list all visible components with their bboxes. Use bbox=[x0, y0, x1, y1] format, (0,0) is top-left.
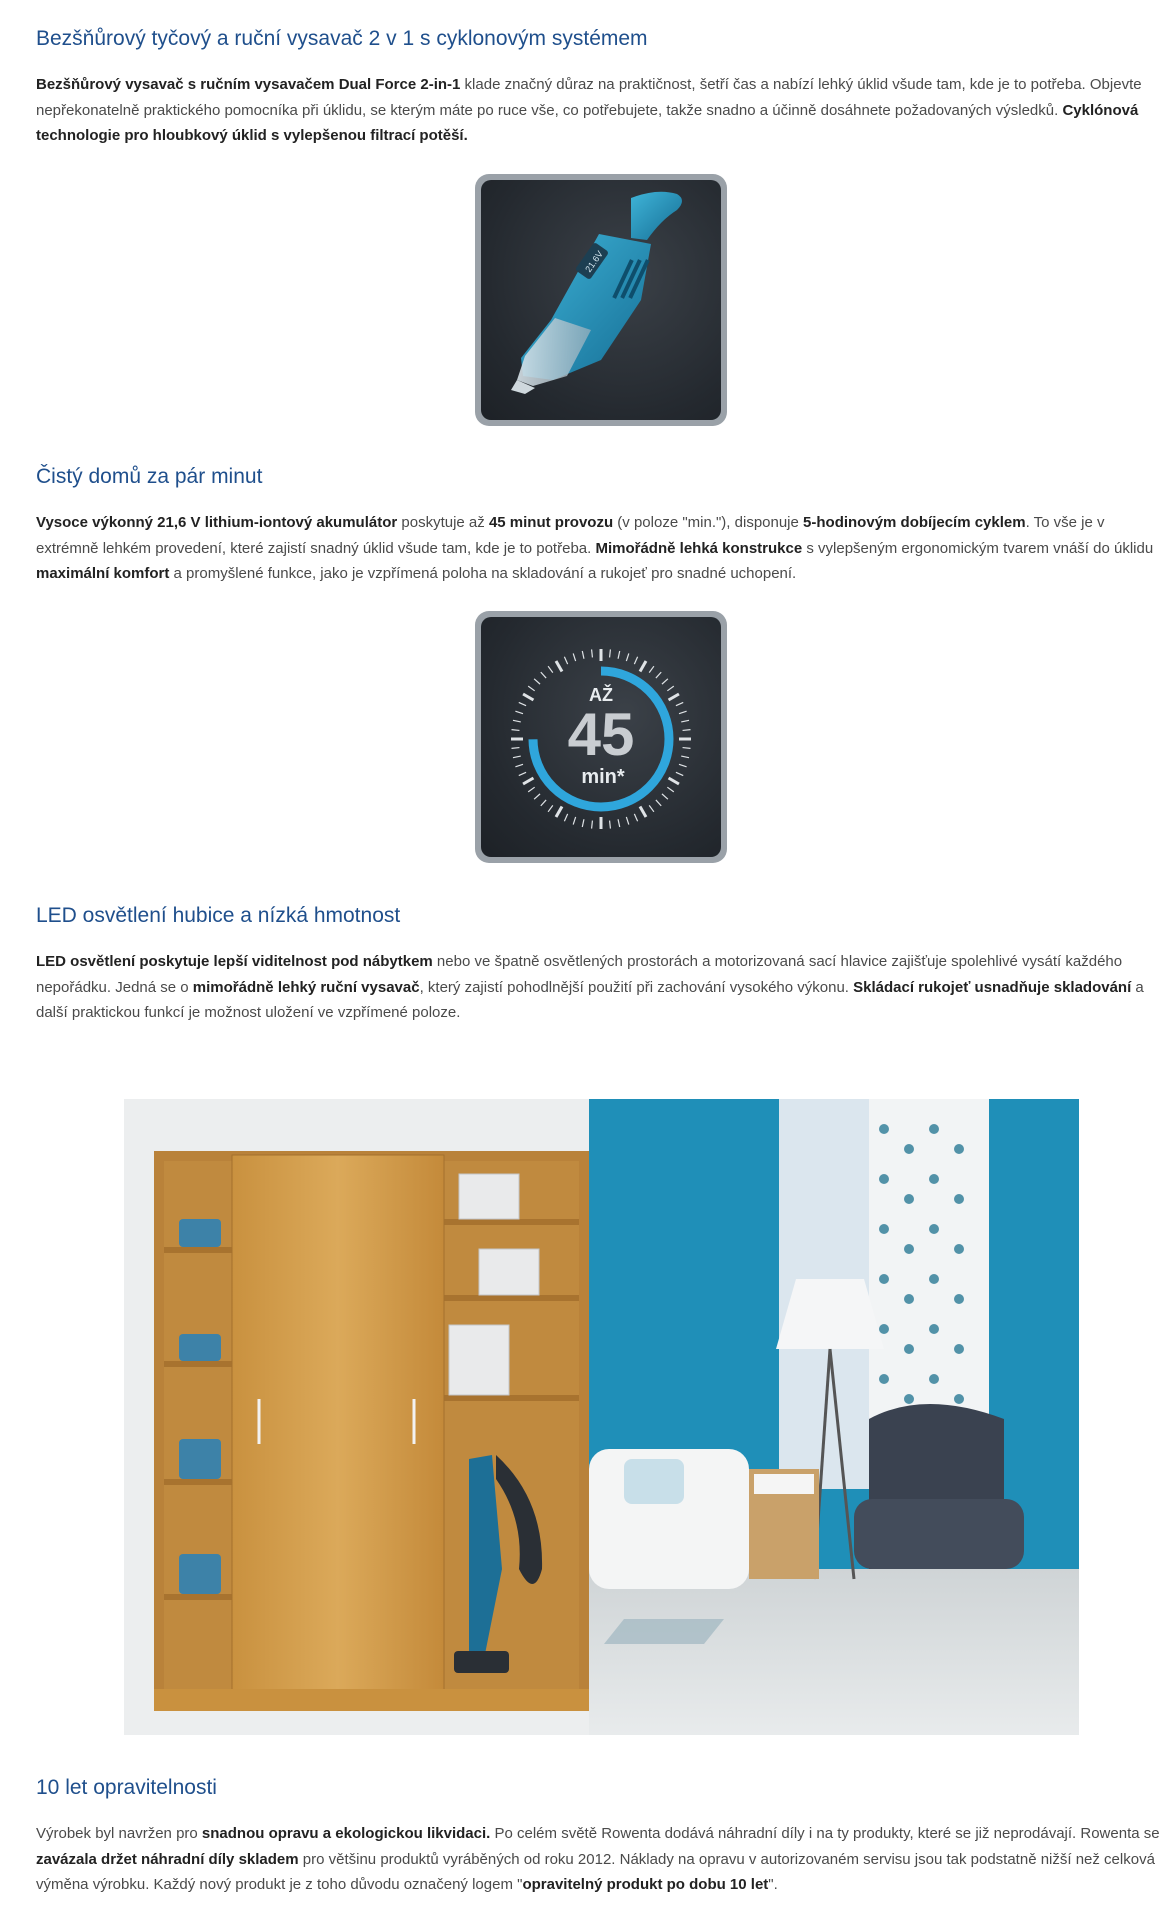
paragraph-emphasis: zavázala držet náhradní díly skladem bbox=[36, 1850, 299, 1868]
timer-tick bbox=[564, 814, 567, 821]
section-title: LED osvětlení hubice a nízká hmotnost bbox=[36, 904, 401, 927]
timer-tick bbox=[582, 819, 584, 827]
timer-tick bbox=[681, 720, 689, 722]
timer-tick bbox=[556, 807, 562, 817]
paragraph-emphasis: LED osvětlení poskytuje lepší viditelnost pod nábytkem bbox=[36, 953, 433, 970]
runtime-timer-image bbox=[475, 611, 727, 863]
paragraph-run: klade značný důraz na praktičnost, šetří čas a nabízí lehký úklid všude tam, kde je to potřeba. Objevte nepřekonatelně praktického pomocníka při úklidu, se kterým máte po ruce vše, co potřebujete, takže snadno a účinně dosáhnete požadovaných výsledků. bbox=[36, 76, 1142, 119]
paragraph-emphasis: Bezšňůrový vysavač s ručním vysavačem Dual Force 2-in-1 bbox=[36, 76, 461, 93]
timer-unit: min* bbox=[581, 766, 625, 788]
paragraph-run: (v poloze "min."), disponuje bbox=[613, 514, 804, 531]
timer-tick bbox=[679, 764, 687, 766]
paragraph-emphasis: maximální komfort bbox=[36, 565, 170, 582]
paragraph-run: . To vše je v extrémně lehkém provedení, které zajistí snadný úklid všude tam, kde je to potřeba. bbox=[36, 514, 1105, 557]
section-repairability bbox=[36, 1775, 1166, 1898]
timer-tick bbox=[523, 778, 533, 784]
timer-tick bbox=[610, 821, 611, 829]
timer-tick bbox=[515, 764, 523, 766]
timer-tick bbox=[656, 800, 661, 806]
timer-tick bbox=[528, 686, 534, 691]
timer-tick bbox=[592, 821, 593, 829]
section-paragraph bbox=[36, 949, 1166, 1026]
section-paragraph bbox=[36, 72, 1166, 149]
timer-tick bbox=[679, 711, 687, 713]
timer-tick bbox=[582, 651, 584, 659]
timer-tick bbox=[626, 653, 628, 661]
paragraph-run: ". bbox=[768, 1876, 778, 1893]
timer-tick bbox=[669, 694, 679, 700]
paragraph-emphasis: mimořádně lehký ruční vysavač bbox=[192, 978, 420, 996]
paragraph-emphasis: 5-hodinovým dobíjecím cyklem bbox=[803, 514, 1026, 531]
timer-tick bbox=[513, 720, 521, 722]
timer-tick bbox=[618, 651, 620, 659]
timer-illustration bbox=[481, 617, 721, 857]
handheld-vacuum-image bbox=[475, 174, 727, 426]
timer-tick bbox=[662, 679, 668, 684]
timer-tick bbox=[626, 817, 628, 825]
timer-tick bbox=[649, 666, 654, 672]
timer-tick bbox=[534, 679, 540, 684]
timer-tick bbox=[667, 787, 673, 792]
timer-tick bbox=[634, 814, 637, 821]
section-clean-home bbox=[36, 464, 1166, 587]
timer-tick bbox=[667, 686, 673, 691]
paragraph-emphasis: Skládací rukojeť usnadňuje skladování bbox=[853, 978, 1132, 996]
paragraph-emphasis: Cyklónová technologie pro hloubkový úklid s vylepšenou filtrací potěší. bbox=[36, 101, 1139, 144]
section-title: Čistý domů za pár minut bbox=[36, 465, 263, 488]
timer-tick bbox=[681, 756, 689, 758]
section-led bbox=[36, 903, 1166, 1026]
room-photo bbox=[124, 1099, 1079, 1735]
timer-tick bbox=[676, 772, 683, 775]
timer-value: 45 bbox=[567, 701, 635, 768]
paragraph-emphasis: 45 minut provozu bbox=[488, 514, 614, 531]
timer-tick bbox=[548, 805, 553, 811]
timer-tick bbox=[573, 817, 575, 825]
timer-tick bbox=[541, 800, 546, 806]
timer-tick bbox=[618, 819, 620, 827]
timer-tick bbox=[523, 694, 533, 700]
section-cyclonic bbox=[36, 26, 1166, 149]
section-title: Bezšňůrový tyčový a ruční vysavač 2 v 1 s cyklonovým systémem bbox=[36, 27, 648, 50]
paragraph-emphasis: Mimořádně lehká konstrukce bbox=[595, 539, 803, 557]
timer-tick bbox=[519, 772, 526, 775]
section-paragraph bbox=[36, 1821, 1166, 1898]
timer-tick bbox=[513, 756, 521, 758]
timer-tick bbox=[610, 649, 611, 657]
timer-tick bbox=[534, 794, 540, 799]
timer-tick bbox=[556, 661, 562, 671]
paragraph-run: a další praktickou funkcí je možnost uložení ve vzpřímené poloze. bbox=[36, 978, 1144, 1021]
paragraph-run: s vylepšeným ergonomickým tvarem vnáší do úklidu bbox=[802, 539, 1154, 557]
timer-tick bbox=[592, 649, 593, 657]
timer-tick bbox=[511, 748, 519, 749]
room-illustration bbox=[124, 1099, 1079, 1735]
paragraph-emphasis: Vysoce výkonný 21,6 V lithium-iontový akumulátor bbox=[36, 514, 398, 531]
section-paragraph bbox=[36, 510, 1166, 587]
paragraph-run: nebo ve špatně osvětlených prostorách a motorizovaná sací hlavice zajišťuje spolehlivé vysátí každého nepořádku. Jedná se o bbox=[36, 953, 1123, 996]
paragraph-run: Výrobek byl navržen pro bbox=[36, 1825, 202, 1842]
section-title: 10 let opravitelnosti bbox=[36, 1776, 217, 1799]
paragraph-run: poskytuje až bbox=[397, 514, 489, 531]
paragraph-run: a promyšlené funkce, jako je vzpřímená poloha na skladování a rukojeť pro snadné uchopení. bbox=[169, 565, 797, 582]
timer-tick bbox=[676, 702, 683, 705]
timer-tick bbox=[634, 657, 637, 664]
timer-tick bbox=[515, 711, 523, 713]
timer-tick bbox=[519, 702, 526, 705]
handheld-vacuum-illustration bbox=[481, 180, 721, 420]
timer-tick bbox=[656, 672, 661, 678]
paragraph-emphasis: opravitelný produkt po dobu 10 let bbox=[522, 1876, 769, 1893]
timer-tick bbox=[683, 748, 691, 749]
timer-tick bbox=[573, 653, 575, 661]
timer-tick bbox=[564, 657, 567, 664]
timer-tick bbox=[548, 666, 553, 672]
vacuum-voltage-label: 21.6V bbox=[583, 249, 605, 275]
timer-tick bbox=[511, 730, 519, 731]
paragraph-run: Po celém světě Rowenta dodává náhradní díly i na ty produkty, které se již neprodávají. Rowenta se bbox=[490, 1825, 1160, 1842]
timer-prefix: AŽ bbox=[589, 685, 613, 705]
timer-tick bbox=[669, 778, 679, 784]
timer-tick bbox=[662, 794, 668, 799]
timer-tick bbox=[640, 661, 646, 671]
timer-tick bbox=[528, 787, 534, 792]
timer-tick bbox=[640, 807, 646, 817]
paragraph-run: pro většinu produktů vyráběných od roku 2012. Náklady na opravu v autorizovaném servisu jsou tak podstatně nižší než celková výměna výrobku. Každý nový produkt je z toho důvodu označený logem " bbox=[36, 1850, 1155, 1893]
timer-tick bbox=[649, 805, 654, 811]
timer-tick bbox=[683, 730, 691, 731]
paragraph-run: , který zajistí pohodlnější použití při zachování vysokého výkonu. bbox=[419, 978, 854, 996]
timer-tick bbox=[541, 672, 546, 678]
paragraph-emphasis: snadnou opravu a ekologickou likvidaci. bbox=[201, 1825, 491, 1842]
